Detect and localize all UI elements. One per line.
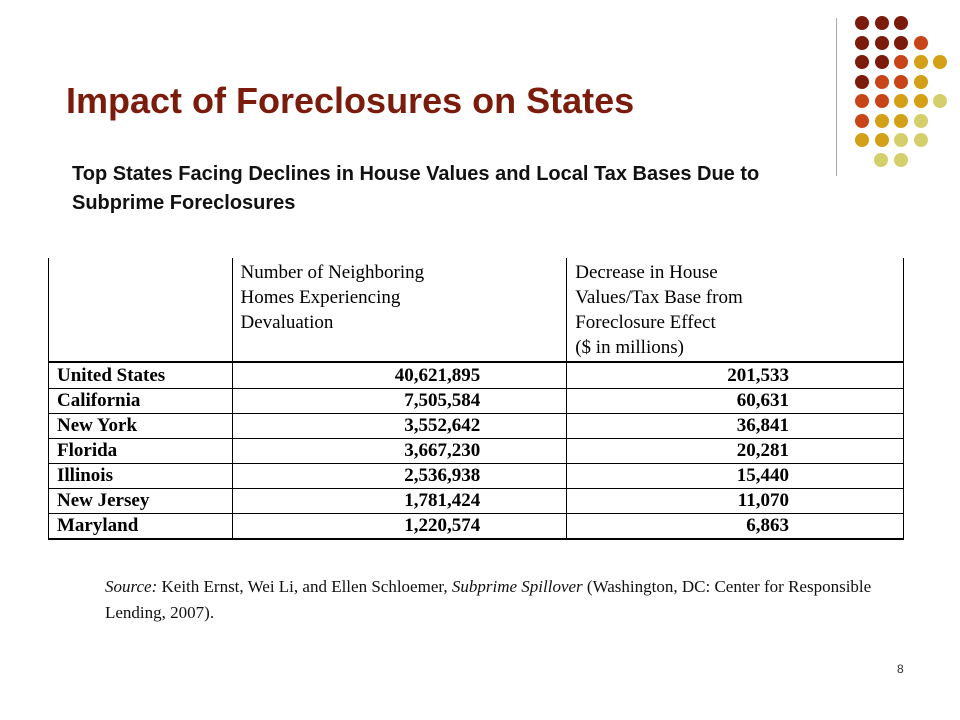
decorative-dot bbox=[894, 133, 908, 147]
decorative-dot bbox=[894, 114, 908, 128]
decorative-dot bbox=[894, 75, 908, 89]
row-decrease: 60,631 bbox=[567, 389, 904, 414]
header-neighboring-homes bbox=[232, 258, 567, 362]
decorative-dot bbox=[875, 94, 889, 108]
header-decrease-value bbox=[567, 258, 904, 362]
row-state: New York bbox=[49, 414, 233, 439]
row-state: New Jersey bbox=[49, 489, 233, 514]
slide-title: Impact of Foreclosures on States bbox=[66, 80, 635, 121]
source-publisher: (Washington, DC: Center for Responsible Lending, 2007). bbox=[105, 577, 872, 622]
decorative-dot bbox=[914, 75, 928, 89]
row-homes: 2,536,938 bbox=[232, 464, 567, 489]
row-state: Illinois bbox=[49, 464, 233, 489]
decorative-dot bbox=[933, 55, 947, 69]
header-homes-line: Devaluation bbox=[240, 312, 334, 333]
table-row bbox=[49, 439, 904, 464]
row-homes: 3,667,230 bbox=[232, 439, 567, 464]
decorative-dot bbox=[875, 36, 889, 50]
row-state: United States bbox=[49, 362, 233, 389]
header-homes-line: Homes Experiencing bbox=[240, 287, 401, 308]
page-number: 8 bbox=[897, 662, 904, 676]
table-row bbox=[49, 389, 904, 414]
decorative-dot bbox=[875, 55, 889, 69]
row-homes: 7,505,584 bbox=[232, 389, 567, 414]
decorative-dot bbox=[894, 36, 908, 50]
decorative-dot bbox=[875, 133, 889, 147]
header-decrease-line: ($ in millions) bbox=[575, 337, 684, 358]
header-decrease-line: Decrease in House bbox=[575, 262, 718, 283]
slide-subtitle: Top States Facing Declines in House Values and Local Tax Bases Due to Subprime Foreclosures bbox=[72, 163, 760, 214]
row-state: California bbox=[49, 389, 233, 414]
header-state bbox=[49, 258, 233, 362]
decorative-dot bbox=[914, 55, 928, 69]
decorative-dot bbox=[855, 16, 869, 30]
decorative-dot bbox=[914, 114, 928, 128]
header-decrease-line: Values/Tax Base from bbox=[575, 287, 743, 308]
decorative-dot bbox=[875, 16, 889, 30]
decorative-dot bbox=[914, 94, 928, 108]
row-decrease: 20,281 bbox=[567, 439, 904, 464]
header-homes-line: Number of Neighboring bbox=[240, 262, 425, 283]
decorative-vertical-rule bbox=[836, 18, 837, 176]
table-row bbox=[49, 464, 904, 489]
decorative-dot bbox=[933, 94, 947, 108]
table-row bbox=[49, 414, 904, 439]
decorative-dot bbox=[855, 36, 869, 50]
decorative-dot bbox=[855, 114, 869, 128]
decorative-dot bbox=[894, 16, 908, 30]
table-row bbox=[49, 489, 904, 514]
decorative-dot bbox=[874, 153, 888, 167]
decorative-dot bbox=[855, 75, 869, 89]
row-decrease: 6,863 bbox=[567, 514, 904, 540]
row-homes: 3,552,642 bbox=[232, 414, 567, 439]
decorative-dot bbox=[914, 36, 928, 50]
table-row bbox=[49, 362, 904, 389]
decorative-dot bbox=[855, 133, 869, 147]
source-work-title: Subprime Spillover bbox=[451, 577, 583, 596]
table-row bbox=[49, 514, 904, 540]
decorative-dot bbox=[914, 133, 928, 147]
source-authors: Keith Ernst, Wei Li, and Ellen Schloemer, bbox=[157, 577, 452, 596]
row-state: Florida bbox=[49, 439, 233, 464]
decorative-dot bbox=[875, 114, 889, 128]
row-decrease: 11,070 bbox=[567, 489, 904, 514]
foreclosure-impact-table bbox=[48, 258, 904, 540]
row-decrease: 36,841 bbox=[567, 414, 904, 439]
decorative-dot bbox=[894, 94, 908, 108]
row-decrease: 201,533 bbox=[567, 362, 904, 389]
decorative-dot bbox=[894, 153, 908, 167]
decorative-dot bbox=[855, 94, 869, 108]
header-decrease-line: Foreclosure Effect bbox=[575, 312, 716, 333]
row-decrease: 15,440 bbox=[567, 464, 904, 489]
row-homes: 40,621,895 bbox=[232, 362, 567, 389]
decorative-dot bbox=[894, 55, 908, 69]
row-homes: 1,781,424 bbox=[232, 489, 567, 514]
decorative-dot bbox=[855, 55, 869, 69]
row-state: Maryland bbox=[49, 514, 233, 540]
source-prefix: Source: bbox=[105, 577, 158, 596]
source-citation bbox=[105, 574, 905, 626]
decorative-dot bbox=[875, 75, 889, 89]
row-homes: 1,220,574 bbox=[232, 514, 567, 540]
table-header-row bbox=[49, 258, 904, 362]
